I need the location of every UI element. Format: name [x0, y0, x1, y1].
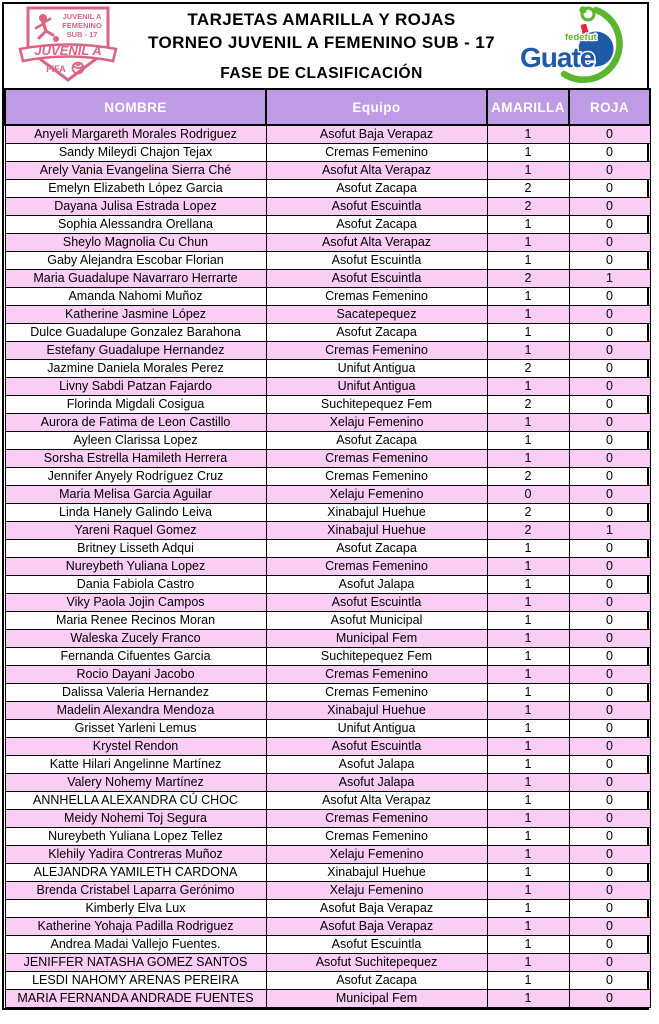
team-name-cell: Asofut Baja Verapaz [266, 900, 487, 918]
table-row [5, 396, 650, 414]
red-cards-cell: 0 [569, 252, 650, 270]
red-cards-cell: 0 [569, 558, 650, 576]
table-row [5, 612, 650, 630]
yellow-cards-cell: 2 [487, 360, 569, 378]
yellow-cards-cell: 2 [487, 468, 569, 486]
player-name-cell: Jennifer Anyely Rodríguez Cruz [5, 468, 266, 486]
guate-logo-head [579, 6, 594, 20]
team-name-cell: Asofut Baja Verapaz [266, 918, 487, 936]
red-cards-cell: 0 [569, 198, 650, 216]
team-name-cell: Xelaju Femenino [266, 414, 487, 432]
red-cards-cell: 0 [569, 648, 650, 666]
red-cards-cell: 0 [569, 432, 650, 450]
yellow-cards-cell: 1 [487, 378, 569, 396]
team-name-cell: Xelaju Femenino [266, 486, 487, 504]
team-name-cell: Cremas Femenino [266, 828, 487, 846]
badge-fifa-text: FIFA [46, 64, 66, 74]
yellow-cards-cell: 1 [487, 792, 569, 810]
player-name-cell: Nureybeth Yuliana Lopez Tellez [5, 828, 266, 846]
red-cards-cell: 0 [569, 774, 650, 792]
table-row [5, 450, 650, 468]
team-name-cell: Xelaju Femenino [266, 882, 487, 900]
table-row [5, 936, 650, 954]
red-cards-cell: 0 [569, 954, 650, 972]
red-cards-cell: 0 [569, 612, 650, 630]
red-cards-cell: 0 [569, 450, 650, 468]
table-row [5, 828, 650, 846]
team-name-cell: Asofut Zacapa [266, 216, 487, 234]
red-cards-cell: 0 [569, 594, 650, 612]
yellow-cards-cell: 1 [487, 630, 569, 648]
team-name-cell: Asofut Alta Verapaz [266, 162, 487, 180]
table-row [5, 198, 650, 216]
yellow-cards-cell: 1 [487, 612, 569, 630]
table-row [5, 162, 650, 180]
team-name-cell: Cremas Femenino [266, 288, 487, 306]
player-name-cell: Linda Hanely Galindo Leiva [5, 504, 266, 522]
table-row [5, 540, 650, 558]
red-cards-cell: 0 [569, 864, 650, 882]
red-cards-cell: 0 [569, 828, 650, 846]
table-row [5, 864, 650, 882]
player-name-cell: ALEJANDRA YAMILETH CARDONA [5, 864, 266, 882]
table-row [5, 774, 650, 792]
team-name-cell: Xelaju Femenino [266, 846, 487, 864]
player-name-cell: Dalissa Valeria Hernandez [5, 684, 266, 702]
team-name-cell: Xinabajul Huehue [266, 522, 487, 540]
table-row [5, 594, 650, 612]
player-name-cell: Florinda Migdali Cosigua [5, 396, 266, 414]
yellow-cards-cell: 1 [487, 342, 569, 360]
team-name-cell: Municipal Fem [266, 990, 487, 1008]
yellow-cards-cell: 0 [487, 486, 569, 504]
player-name-cell: Sorsha Estrella Hamileth Herrera [5, 450, 266, 468]
table-row [5, 738, 650, 756]
yellow-cards-cell: 1 [487, 684, 569, 702]
red-cards-cell: 0 [569, 918, 650, 936]
table-row [5, 216, 650, 234]
team-name-cell: Asofut Escuintla [266, 252, 487, 270]
red-cards-cell: 0 [569, 810, 650, 828]
team-name-cell: Asofut Municipal [266, 612, 487, 630]
player-name-cell: Dania Fabiola Castro [5, 576, 266, 594]
yellow-cards-cell: 1 [487, 738, 569, 756]
team-name-cell: Asofut Suchitepequez [266, 954, 487, 972]
report-header [4, 4, 647, 88]
team-name-cell: Cremas Femenino [266, 144, 487, 162]
red-cards-cell: 0 [569, 990, 650, 1008]
guate-text: Guate [520, 42, 595, 73]
yellow-cards-cell: 1 [487, 306, 569, 324]
red-cards-cell: 0 [569, 125, 650, 144]
player-icon [36, 14, 59, 42]
table-row [5, 414, 650, 432]
red-cards-cell: 0 [569, 666, 650, 684]
player-name-cell: Fernanda Cifuentes Garcia [5, 648, 266, 666]
player-name-cell: Krystel Rendon [5, 738, 266, 756]
yellow-cards-cell: 1 [487, 234, 569, 252]
team-name-cell: Asofut Jalapa [266, 576, 487, 594]
yellow-cards-cell: 1 [487, 125, 569, 144]
page-title-line-3: FASE DE CLASIFICACIÓN [220, 64, 423, 82]
player-name-cell: Dayana Julisa Estrada Lopez [5, 198, 266, 216]
table-row [5, 360, 650, 378]
yellow-cards-cell: 1 [487, 450, 569, 468]
yellow-cards-cell: 1 [487, 432, 569, 450]
team-name-cell: Xinabajul Huehue [266, 864, 487, 882]
red-cards-cell: 0 [569, 900, 650, 918]
yellow-cards-cell: 1 [487, 846, 569, 864]
player-name-cell: Andrea Madai Vallejo Fuentes. [5, 936, 266, 954]
table-row [5, 648, 650, 666]
team-name-cell: Asofut Jalapa [266, 774, 487, 792]
team-name-cell: Cremas Femenino [266, 468, 487, 486]
team-name-cell: Asofut Escuintla [266, 738, 487, 756]
table-row [5, 342, 650, 360]
team-name-cell: Cremas Femenino [266, 684, 487, 702]
yellow-cards-cell: 2 [487, 270, 569, 288]
player-name-cell: Maria Renee Recinos Moran [5, 612, 266, 630]
table-body [5, 125, 650, 1008]
yellow-cards-cell: 1 [487, 144, 569, 162]
player-name-cell: Katherine Yohaja Padilla Rodriguez [5, 918, 266, 936]
team-name-cell: Cremas Femenino [266, 666, 487, 684]
red-cards-cell: 0 [569, 846, 650, 864]
player-name-cell: Aurora de Fatima de Leon Castillo [5, 414, 266, 432]
team-name-cell: Unifut Antigua [266, 378, 487, 396]
page-title-line-2: TORNEO JUVENIL A FEMENINO SUB - 17 [147, 32, 496, 52]
player-name-cell: Sandy Mileydi Chajon Tejax [5, 144, 266, 162]
table-row [5, 576, 650, 594]
red-cards-cell: 0 [569, 288, 650, 306]
column-header-equipo: Equipo [266, 89, 487, 125]
red-cards-cell: 0 [569, 738, 650, 756]
yellow-cards-cell: 1 [487, 720, 569, 738]
player-name-cell: Gaby Alejandra Escobar Florian [5, 252, 266, 270]
red-cards-cell: 0 [569, 324, 650, 342]
red-cards-cell: 0 [569, 378, 650, 396]
table-row [5, 702, 650, 720]
player-name-cell: Kimberly Elva Lux [5, 900, 266, 918]
team-name-cell: Unifut Antigua [266, 720, 487, 738]
player-name-cell: Estefany Guadalupe Hernandez [5, 342, 266, 360]
player-name-cell: Grisset Yarleni Lemus [5, 720, 266, 738]
yellow-cards-cell: 1 [487, 828, 569, 846]
report-sheet [2, 2, 649, 1010]
table-row [5, 558, 650, 576]
yellow-cards-cell: 1 [487, 774, 569, 792]
player-name-cell: Anyeli Margareth Morales Rodriguez [5, 125, 266, 144]
table-row [5, 288, 650, 306]
player-name-cell: Arely Vania Evangelina Sierra Ché [5, 162, 266, 180]
table-row [5, 252, 650, 270]
red-cards-cell: 0 [569, 936, 650, 954]
team-name-cell: Xinabajul Huehue [266, 702, 487, 720]
team-name-cell: Unifut Antigua [266, 360, 487, 378]
red-cards-cell: 0 [569, 720, 650, 738]
table-row [5, 684, 650, 702]
team-name-cell: Asofut Zacapa [266, 432, 487, 450]
yellow-cards-cell: 1 [487, 576, 569, 594]
yellow-cards-cell: 1 [487, 702, 569, 720]
team-name-cell: Asofut Baja Verapaz [266, 125, 487, 144]
yellow-cards-cell: 2 [487, 396, 569, 414]
table-row [5, 954, 650, 972]
yellow-cards-cell: 1 [487, 810, 569, 828]
red-cards-cell: 0 [569, 396, 650, 414]
yellow-cards-cell: 1 [487, 936, 569, 954]
player-name-cell: Livny Sabdi Patzan Fajardo [5, 378, 266, 396]
table-row [5, 180, 650, 198]
player-name-cell: Emelyn Elizabeth López Garcia [5, 180, 266, 198]
player-name-cell: Waleska Zucely Franco [5, 630, 266, 648]
player-name-cell: Amanda Nahomi Muñoz [5, 288, 266, 306]
yellow-cards-cell: 1 [487, 162, 569, 180]
red-cards-cell: 0 [569, 882, 650, 900]
team-name-cell: Cremas Femenino [266, 342, 487, 360]
player-name-cell: JENIFFER NATASHA GOMEZ SANTOS [5, 954, 266, 972]
team-name-cell: Sacatepequez [266, 306, 487, 324]
team-name-cell: Asofut Escuintla [266, 594, 487, 612]
yellow-cards-cell: 2 [487, 198, 569, 216]
table-row [5, 720, 650, 738]
player-name-cell: Brenda Cristabel Laparra Gerónimo [5, 882, 266, 900]
yellow-cards-cell: 2 [487, 504, 569, 522]
red-cards-cell: 0 [569, 234, 650, 252]
red-cards-cell: 0 [569, 414, 650, 432]
yellow-cards-cell: 1 [487, 594, 569, 612]
yellow-cards-cell: 1 [487, 954, 569, 972]
red-cards-cell: 0 [569, 360, 650, 378]
player-name-cell: LESDI NAHOMY ARENAS PEREIRA [5, 972, 266, 990]
red-cards-cell: 0 [569, 792, 650, 810]
title-block [124, 9, 519, 82]
red-cards-cell: 0 [569, 756, 650, 774]
yellow-cards-cell: 2 [487, 522, 569, 540]
team-name-cell: Suchitepequez Fem [266, 396, 487, 414]
yellow-cards-cell: 1 [487, 288, 569, 306]
red-cards-cell: 0 [569, 342, 650, 360]
team-name-cell: Asofut Alta Verapaz [266, 792, 487, 810]
table-row [5, 990, 650, 1008]
badge-top-text-1: JUVENIL A [62, 12, 102, 21]
table-row [5, 882, 650, 900]
player-name-cell: Sheylo Magnolia Cu Chun [5, 234, 266, 252]
yellow-cards-cell: 1 [487, 414, 569, 432]
table-row [5, 486, 650, 504]
table-row [5, 846, 650, 864]
team-name-cell: Asofut Alta Verapaz [266, 234, 487, 252]
red-cards-cell: 1 [569, 522, 650, 540]
team-name-cell: Cremas Femenino [266, 450, 487, 468]
cards-table [4, 88, 651, 1008]
yellow-cards-cell: 1 [487, 252, 569, 270]
player-name-cell: Viky Paola Jojin Campos [5, 594, 266, 612]
player-name-cell: Rocio Dayani Jacobo [5, 666, 266, 684]
table-row [5, 468, 650, 486]
yellow-cards-cell: 1 [487, 648, 569, 666]
badge-ribbon-text: JUVENIL A [34, 43, 102, 58]
red-cards-cell: 0 [569, 630, 650, 648]
player-name-cell: Ayleen Clarissa Lopez [5, 432, 266, 450]
page-title-line-1: TARJETAS AMARILLA Y ROJAS [187, 10, 456, 30]
red-cards-cell: 0 [569, 468, 650, 486]
red-cards-cell: 1 [569, 270, 650, 288]
yellow-cards-cell: 1 [487, 216, 569, 234]
yellow-cards-cell: 1 [487, 666, 569, 684]
table-row [5, 918, 650, 936]
player-name-cell: Valery Nohemy Martínez [5, 774, 266, 792]
yellow-cards-cell: 1 [487, 900, 569, 918]
table-row [5, 792, 650, 810]
red-cards-cell: 0 [569, 486, 650, 504]
table-row [5, 504, 650, 522]
player-name-cell: Sophia Alessandra Orellana [5, 216, 266, 234]
yellow-cards-cell: 1 [487, 918, 569, 936]
yellow-cards-cell: 1 [487, 972, 569, 990]
player-name-cell: Katherine Jasmine López [5, 306, 266, 324]
player-name-cell: Klehily Yadira Contreras Muñoz [5, 846, 266, 864]
column-header-roja: ROJA [569, 89, 650, 125]
player-name-cell: MARIA FERNANDA ANDRADE FUENTES [5, 990, 266, 1008]
player-name-cell: Nureybeth Yuliana Lopez [5, 558, 266, 576]
badge-top-text-3: SUB - 17 [66, 30, 98, 39]
red-cards-cell: 0 [569, 180, 650, 198]
table-row [5, 144, 650, 162]
fedefut-text: fedefut [565, 32, 597, 43]
fedefut-guate-logo [519, 4, 643, 88]
table-row [5, 324, 650, 342]
badge-top-text-2: FEMENINO [62, 21, 102, 30]
player-name-cell: Jazmine Daniela Morales Perez [5, 360, 266, 378]
red-cards-cell: 0 [569, 216, 650, 234]
player-name-cell: Madelin Alexandra Mendoza [5, 702, 266, 720]
yellow-cards-cell: 1 [487, 324, 569, 342]
team-name-cell: Suchitepequez Fem [266, 648, 487, 666]
table-row [5, 522, 650, 540]
player-name-cell: Katte Hilari Angelinne Martínez [5, 756, 266, 774]
team-name-cell: Asofut Escuintla [266, 198, 487, 216]
red-cards-cell: 0 [569, 504, 650, 522]
table-row [5, 306, 650, 324]
red-cards-cell: 0 [569, 162, 650, 180]
player-name-cell: ANNHELLA ALEXANDRA CÚ CHOC [5, 792, 266, 810]
player-name-cell: Maria Guadalupe Navarraro Herrarte [5, 270, 266, 288]
column-header-amarilla: AMARILLA [487, 89, 569, 125]
table-row [5, 900, 650, 918]
team-name-cell: Asofut Zacapa [266, 972, 487, 990]
yellow-cards-cell: 1 [487, 756, 569, 774]
red-cards-cell: 0 [569, 972, 650, 990]
red-cards-cell: 0 [569, 576, 650, 594]
yellow-cards-cell: 1 [487, 540, 569, 558]
table-row [5, 234, 650, 252]
player-name-cell: Dulce Guadalupe Gonzalez Barahona [5, 324, 266, 342]
red-cards-cell: 0 [569, 702, 650, 720]
table-row [5, 972, 650, 990]
team-name-cell: Asofut Zacapa [266, 540, 487, 558]
player-name-cell: Meidy Nohemi Toj Segura [5, 810, 266, 828]
table-row [5, 666, 650, 684]
table-row [5, 378, 650, 396]
yellow-cards-cell: 1 [487, 990, 569, 1008]
team-name-cell: Cremas Femenino [266, 810, 487, 828]
player-name-cell: Maria Melisa Garcia Aguilar [5, 486, 266, 504]
team-name-cell: Xinabajul Huehue [266, 504, 487, 522]
red-cards-cell: 0 [569, 540, 650, 558]
yellow-cards-cell: 1 [487, 558, 569, 576]
yellow-cards-cell: 2 [487, 180, 569, 198]
red-cards-cell: 0 [569, 684, 650, 702]
table-row [5, 270, 650, 288]
yellow-cards-cell: 1 [487, 882, 569, 900]
juvenil-a-badge-logo [12, 4, 124, 88]
team-name-cell: Asofut Escuintla [266, 936, 487, 954]
team-name-cell: Asofut Zacapa [266, 324, 487, 342]
table-row [5, 810, 650, 828]
yellow-cards-cell: 1 [487, 864, 569, 882]
team-name-cell: Asofut Escuintla [266, 270, 487, 288]
player-name-cell: Yareni Raquel Gomez [5, 522, 266, 540]
table-header-row [5, 89, 650, 125]
team-name-cell: Asofut Jalapa [266, 756, 487, 774]
team-name-cell: Asofut Zacapa [266, 180, 487, 198]
table-row [5, 432, 650, 450]
team-name-cell: Cremas Femenino [266, 558, 487, 576]
column-header-nombre: NOMBRE [5, 89, 266, 125]
table-row [5, 125, 650, 144]
team-name-cell: Municipal Fem [266, 630, 487, 648]
table-row [5, 630, 650, 648]
red-cards-cell: 0 [569, 144, 650, 162]
red-cards-cell: 0 [569, 306, 650, 324]
table-row [5, 756, 650, 774]
player-name-cell: Britney Lisseth Adqui [5, 540, 266, 558]
